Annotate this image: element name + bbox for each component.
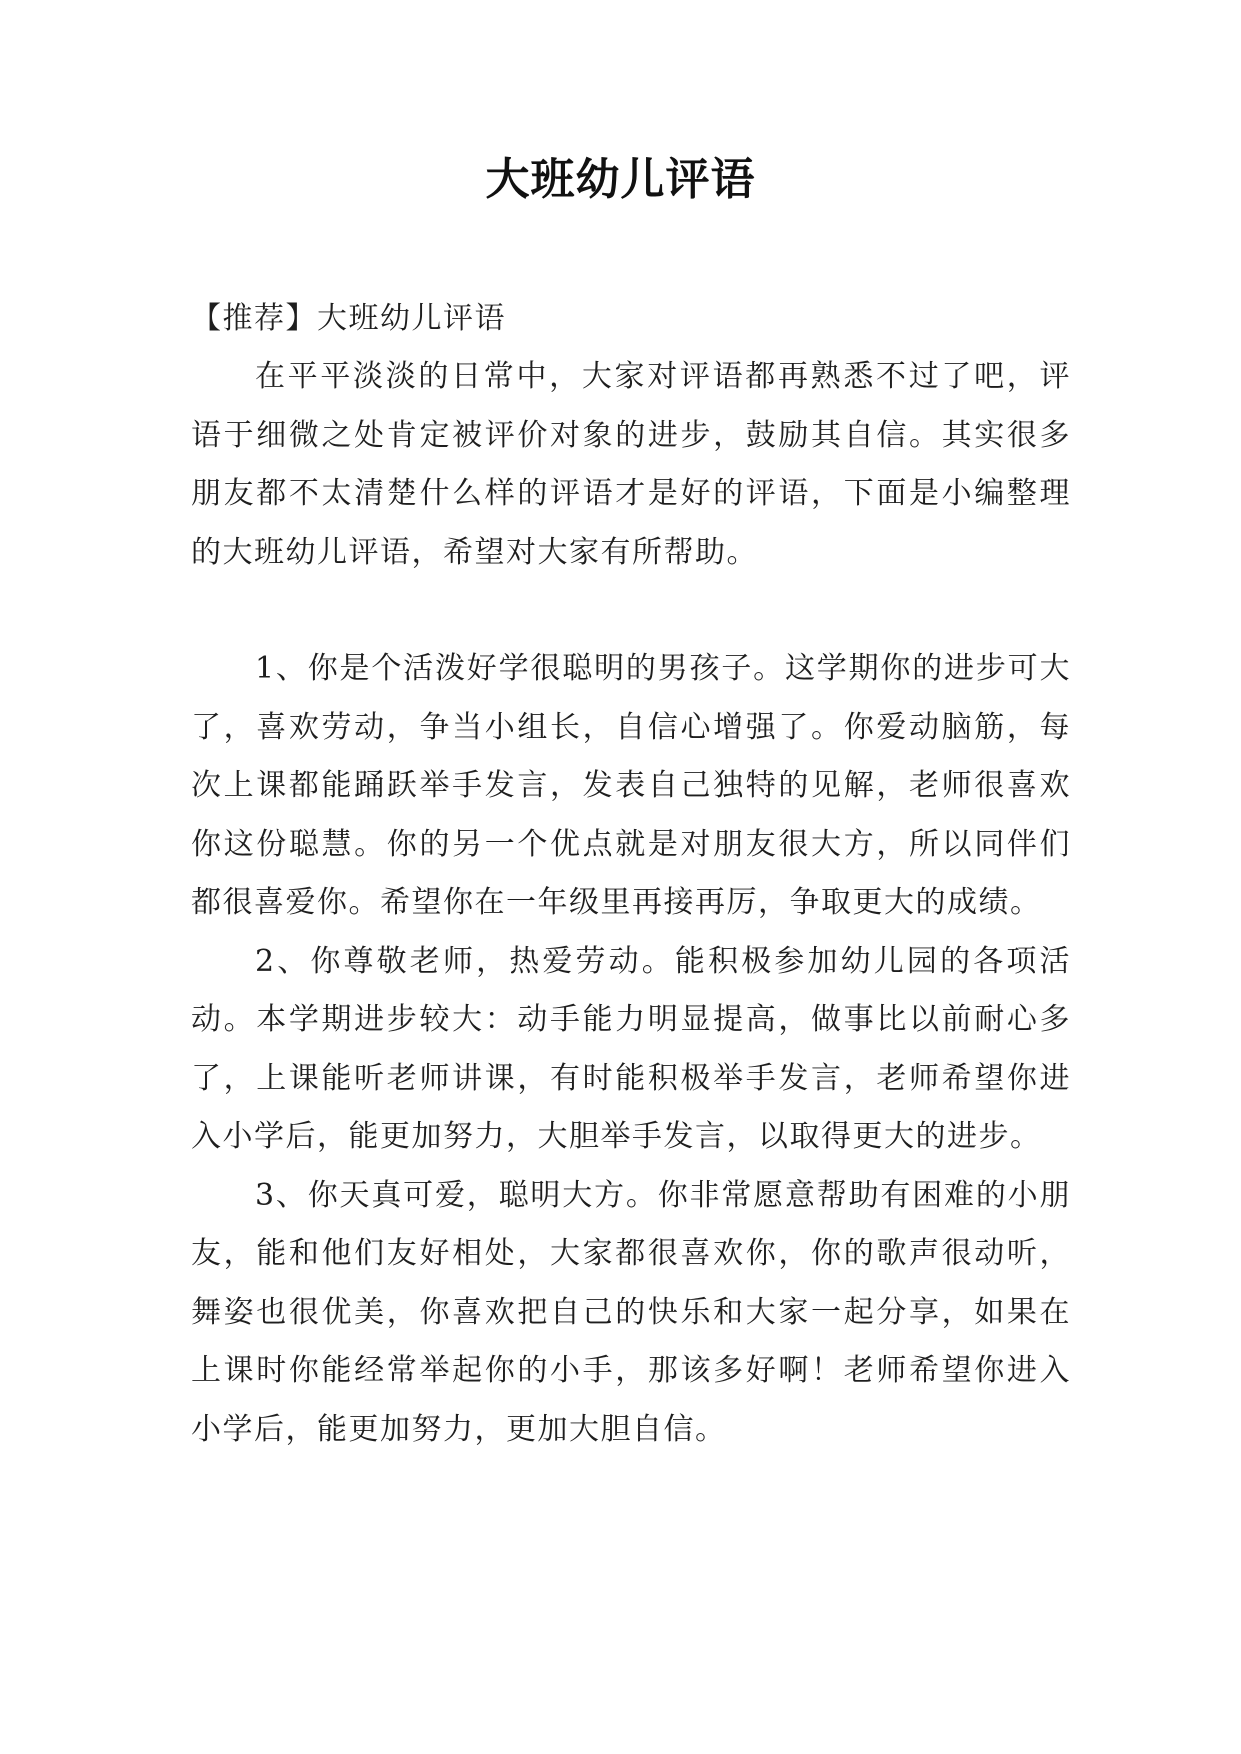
intro-section xyxy=(191,348,1071,582)
comment-item-3: 3、你天真可爱，聪明大方。你非常愿意帮助有困难的小朋友，能和他们友好相处，大家都很喜欢你，你的歌声很动听，舞姿也很优美，你喜欢把自己的快乐和大家一起分享，如果在上课时你能经常举起你的小手，那该多好啊！老师希望你进入小学后，能更加努力，更加大胆自信。 xyxy=(191,1177,1071,1447)
document-subtitle: 【推荐】大班幼儿评语 xyxy=(191,301,506,336)
intro-paragraph: 在平平淡淡的日常中，大家对评语都再熟悉不过了吧，评语于细微之处肯定被评价对象的进步，鼓励其自信。其实很多朋友都不太清楚什么样的评语才是好的评语，下面是小编整理的大班幼儿评语，希望对大家有所帮助。 xyxy=(191,359,1071,570)
comments-list xyxy=(191,640,1071,1459)
comment-item-1: 1、你是个活泼好学很聪明的男孩子。这学期你的进步可大了，喜欢劳动，争当小组长，自信心增强了。你爱动脑筋，每次上课都能踊跃举手发言，发表自己独特的见解，老师很喜欢你这份聪慧。你的另一个优点就是对朋友很大方，所以同伴们都很喜爱你。希望你在一年级里再接再厉，争取更大的成绩。 xyxy=(191,651,1071,920)
comment-item-2: 2、你尊敬老师，热爱劳动。能积极参加幼儿园的各项活动。本学期进步较大：动手能力明显提高，做事比以前耐心多了，上课能听老师讲课，有时能积极举手发言，老师希望你进入小学后，能更加努力，大胆举手发言，以取得更大的进步。 xyxy=(191,943,1071,1154)
document-title: 大班幼儿评语 xyxy=(485,154,756,205)
